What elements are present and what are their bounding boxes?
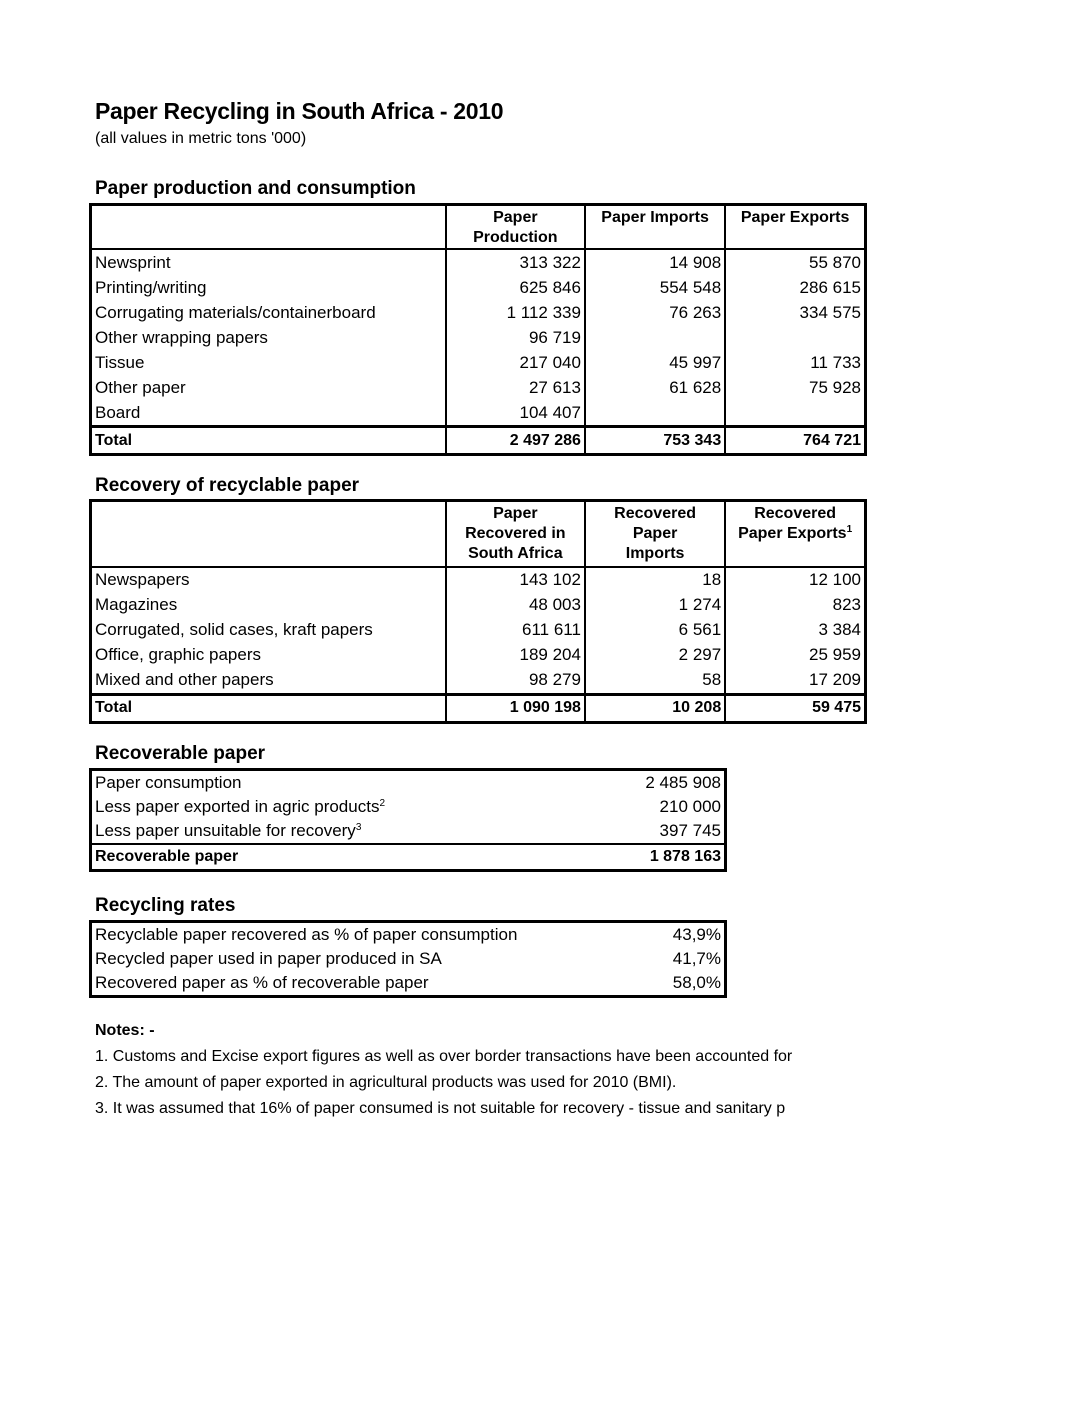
recovered-value: 189 204 (446, 643, 585, 668)
rate-value: 43,9% (672, 925, 721, 944)
column-header-exports: Paper Exports (725, 205, 865, 250)
table-row (91, 300, 866, 325)
row-label: Printing/writing (95, 277, 207, 297)
total-label: Total (95, 431, 133, 449)
row-value: 397 745 (659, 821, 721, 840)
table-row (91, 971, 726, 997)
total-row (91, 427, 866, 455)
footnote-marker: 3 (355, 822, 362, 833)
total-label: Total (95, 699, 133, 716)
production-value: 313 322 (446, 249, 585, 275)
note-item: 3. It was assumed that 16% of paper consumed is not suitable for recovery - tissue and sanitary p (95, 1100, 786, 1117)
rate-value: 58,0% (672, 973, 721, 992)
row-label (91, 770, 587, 796)
recovered-value: 48 003 (446, 593, 585, 618)
column-header-production: Paper Production (446, 205, 585, 250)
table-row (91, 249, 866, 275)
row-label-text: Less paper unsuitable for recovery (95, 821, 356, 840)
imports-value (585, 325, 725, 350)
table-header-row (91, 501, 866, 567)
exports-value: 55 870 (725, 249, 865, 275)
exports-value: 286 615 (725, 275, 865, 300)
total-recovered: 1 090 198 (446, 694, 585, 722)
total-label: Recoverable paper (95, 848, 239, 865)
page-subtitle: (all values in metric tons '000) (95, 130, 307, 147)
production-value: 217 040 (446, 350, 585, 375)
table-row (91, 375, 866, 400)
column-header-recovered-imports: Recovered Paper Imports (585, 501, 725, 567)
production-value: 104 407 (446, 400, 585, 427)
imports-value: 61 628 (585, 375, 725, 400)
row-label: Other paper (95, 377, 186, 397)
column-header-recovered-exports (725, 501, 865, 567)
total-imports: 753 343 (585, 427, 725, 455)
row-label: Office, graphic papers (95, 645, 261, 664)
table-row (91, 643, 866, 668)
imports-value: 76 263 (585, 300, 725, 325)
section-title-rates: Recycling rates (95, 895, 236, 916)
production-value: 96 719 (446, 325, 585, 350)
table-row (91, 350, 866, 375)
production-value: 27 613 (446, 375, 585, 400)
row-label: Board (95, 402, 141, 422)
imports-value: 2 297 (585, 643, 725, 668)
section-title-production: Paper production and consumption (95, 178, 416, 199)
notes-section (95, 1022, 867, 1122)
exports-value: 25 959 (725, 643, 865, 668)
exports-value: 3 384 (725, 618, 865, 643)
note-item: 2. The amount of paper exported in agricultural products was used for 2010 (BMI). (95, 1074, 677, 1091)
table-row (91, 400, 866, 427)
production-value: 1 112 339 (446, 300, 585, 325)
table-header-row (91, 205, 866, 250)
row-label (91, 795, 587, 819)
recovered-value: 611 611 (446, 618, 585, 643)
imports-value: 58 (585, 668, 725, 695)
table-row (91, 922, 726, 948)
imports-value (585, 400, 725, 427)
recovery-table (89, 499, 867, 724)
total-value: 1 878 163 (649, 848, 721, 865)
row-label: Newsprint (95, 252, 171, 272)
total-exports: 59 475 (725, 694, 865, 722)
imports-value: 45 997 (585, 350, 725, 375)
row-label-text: Paper consumption (95, 773, 242, 792)
exports-value: 75 928 (725, 375, 865, 400)
table-row (91, 325, 866, 350)
total-row (91, 694, 866, 722)
row-label: Recovered paper as % of recoverable paper (95, 973, 429, 992)
rates-table (89, 920, 727, 998)
column-header-recovered-exports-label: Recovered Paper Exports (738, 505, 847, 542)
row-label: Recyclable paper recovered as % of paper consumption (95, 925, 518, 944)
table-row (91, 618, 866, 643)
row-label: Corrugated, solid cases, kraft papers (95, 620, 373, 639)
table-row (91, 947, 726, 971)
row-label-text: Less paper exported in agric products (95, 797, 380, 816)
total-production: 2 497 286 (446, 427, 585, 455)
rate-value: 41,7% (672, 949, 721, 968)
column-header (91, 205, 446, 250)
page-title: Paper Recycling in South Africa - 2010 (95, 98, 504, 124)
row-value: 2 485 908 (645, 773, 721, 792)
table-row (91, 668, 866, 695)
column-header-recovered: Paper Recovered in South Africa (446, 501, 585, 567)
row-value: 210 000 (659, 797, 721, 816)
recovered-value: 143 102 (446, 567, 585, 593)
recoverable-table (89, 768, 727, 872)
column-header-imports: Paper Imports (585, 205, 725, 250)
imports-value: 14 908 (585, 249, 725, 275)
table-row (91, 795, 726, 819)
recovered-value: 98 279 (446, 668, 585, 695)
section-title-recovery: Recovery of recyclable paper (95, 475, 360, 496)
total-exports: 764 721 (725, 427, 865, 455)
row-label: Magazines (95, 595, 178, 614)
footnote-marker: 1 (846, 524, 853, 535)
exports-value: 12 100 (725, 567, 865, 593)
total-row (91, 844, 726, 871)
production-value: 625 846 (446, 275, 585, 300)
production-table (89, 203, 867, 456)
row-label (91, 819, 587, 844)
notes-heading: Notes: - (95, 1022, 155, 1039)
imports-value: 554 548 (585, 275, 725, 300)
exports-value (725, 325, 865, 350)
row-label: Corrugating materials/containerboard (95, 302, 376, 322)
table-row (91, 593, 866, 618)
table-row (91, 275, 866, 300)
total-imports: 10 208 (585, 694, 725, 722)
table-row (91, 819, 726, 844)
imports-value: 18 (585, 567, 725, 593)
footnote-marker: 2 (379, 798, 386, 809)
note-item: 1. Customs and Excise export figures as well as over border transactions have been accounted for (95, 1048, 793, 1065)
column-header (91, 501, 446, 567)
exports-value (725, 400, 865, 427)
imports-value: 6 561 (585, 618, 725, 643)
table-row (91, 770, 726, 796)
row-label: Other wrapping papers (95, 327, 268, 347)
exports-value: 17 209 (725, 668, 865, 695)
table-row (91, 567, 866, 593)
section-title-recoverable: Recoverable paper (95, 743, 266, 764)
imports-value: 1 274 (585, 593, 725, 618)
exports-value: 823 (725, 593, 865, 618)
row-label: Tissue (95, 352, 145, 372)
row-label: Mixed and other papers (95, 670, 274, 689)
exports-value: 11 733 (725, 350, 865, 375)
row-label: Recycled paper used in paper produced in SA (95, 949, 442, 968)
row-label: Newspapers (95, 570, 190, 589)
exports-value: 334 575 (725, 300, 865, 325)
